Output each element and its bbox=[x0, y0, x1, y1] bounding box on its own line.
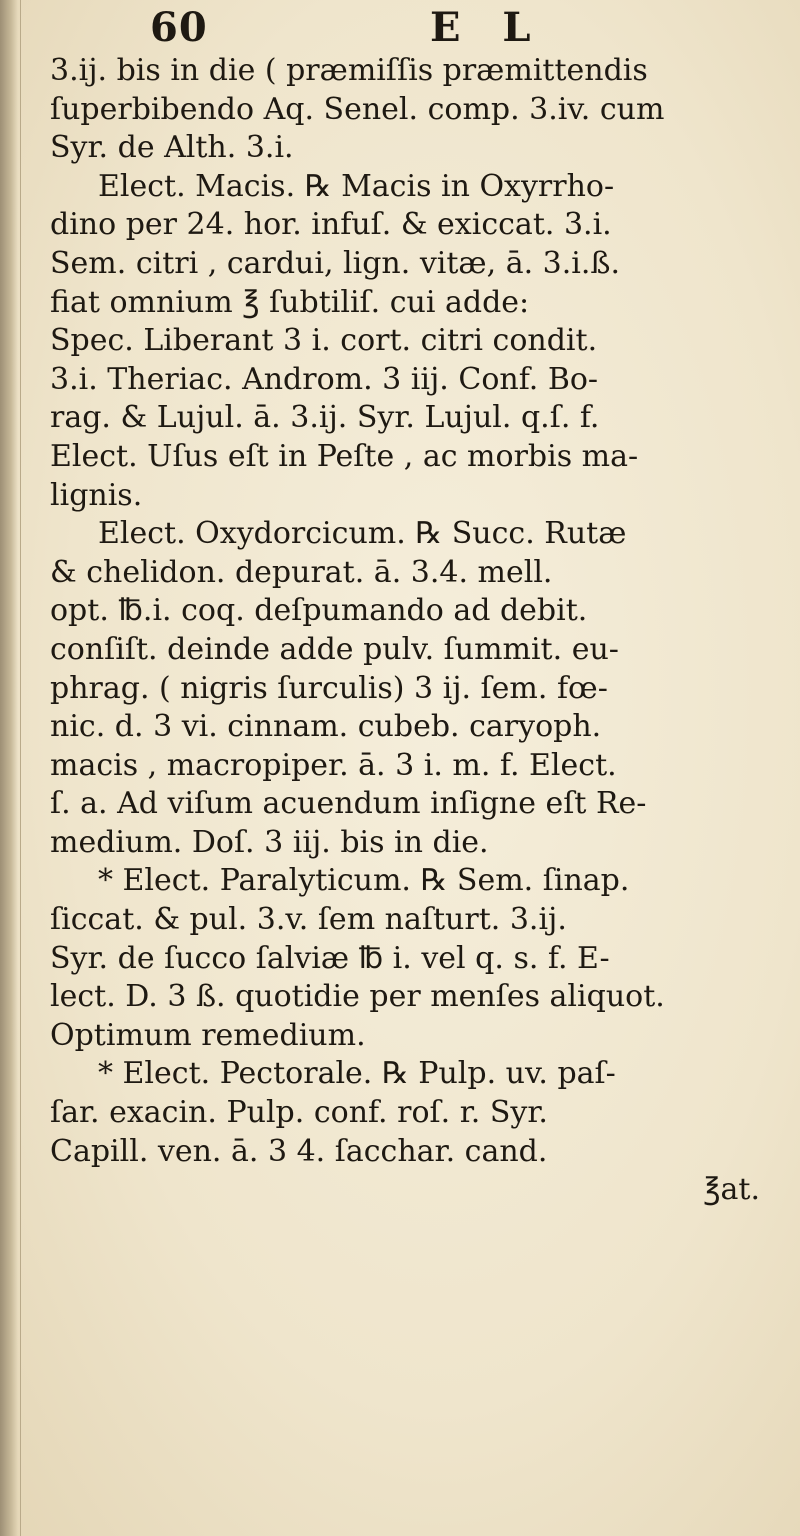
text-line: medium. Doſ. 3 iij. bis in die. bbox=[50, 824, 489, 860]
text-line: ſar. exacin. Pulp. conf. roſ. r. Syr. bbox=[50, 1095, 548, 1131]
text-line: rag. & Lujul. ā. 3.ij. Syr. Lujul. q.ſ. f. bbox=[50, 400, 600, 436]
text-line: & chelidon. depurat. ā. 3.4. mell. bbox=[50, 554, 553, 590]
text-line: Sem. citri , cardui, lign. vitæ, ā. 3.i.ß. bbox=[50, 245, 620, 281]
binding-gutter bbox=[0, 0, 18, 1536]
entry-heading-line: Elect. Oxydorcicum. ℞ Succ. Rutæ bbox=[98, 516, 627, 552]
body-text bbox=[50, 52, 790, 1210]
entry-heading-line: * Elect. Paralyticum. ℞ Sem. ſinap. bbox=[98, 863, 630, 899]
text-line: fiat omnium ℥ ſubtiliſ. cui adde: bbox=[50, 284, 530, 320]
entry-heading-line: Elect. Macis. ℞ Macis in Oxyrrho- bbox=[98, 168, 615, 204]
text-line: conſiſt. deinde adde pulv. ſummit. eu- bbox=[50, 631, 619, 667]
text-line: Spec. Liberant 3 i. cort. citri condit. bbox=[50, 323, 598, 359]
text-line: Syr. de Alth. 3.i. bbox=[50, 130, 294, 166]
text-line: dino per 24. hor. infuſ. & exiccat. 3.i. bbox=[50, 207, 612, 243]
text-line: 3.ij. bis in die ( præmiſſis præmittendis bbox=[50, 53, 648, 88]
catchword: ℥at. bbox=[703, 1172, 760, 1208]
running-head: E L bbox=[430, 4, 545, 51]
text-line: lignis. bbox=[50, 477, 143, 513]
text-line: phrag. ( nigris ſurculis) 3 ij. ſem. fœ- bbox=[50, 670, 608, 706]
entry-heading-line: * Elect. Pectorale. ℞ Pulp. uv. paſ- bbox=[98, 1056, 616, 1092]
text-line: ſuperbibendo Aq. Senel. comp. 3.iv. cum bbox=[50, 91, 665, 127]
text-line: Optimum remedium. bbox=[50, 1017, 366, 1053]
text-line: ſiccat. & pul. 3.v. ſem naſturt. 3.ij. bbox=[50, 902, 567, 938]
text-line: Capill. ven. ā. 3 4. ſacchar. cand. bbox=[50, 1133, 548, 1169]
text-line: macis , macropiper. ā. 3 i. m. f. Elect. bbox=[50, 747, 617, 783]
text-line: 3.i. Theriac. Androm. 3 iij. Conf. Bo- bbox=[50, 361, 599, 397]
text-line: ſ. a. Ad viſum acuendum inſigne eſt Re- bbox=[50, 786, 647, 822]
gutter-line bbox=[20, 0, 21, 1536]
text-line: opt. ℔.i. coq. deſpumando ad debit. bbox=[50, 593, 588, 629]
text-line: lect. D. 3 ß. quotidie per menſes aliquot. bbox=[50, 979, 665, 1015]
page-number: 60 bbox=[150, 4, 208, 51]
page-header bbox=[150, 0, 570, 50]
text-line: Syr. de ſucco ſalviæ ℔ i. vel q. s. f. E- bbox=[50, 940, 610, 976]
text-line: nic. d. 3 vi. cinnam. cubeb. caryoph. bbox=[50, 709, 602, 745]
text-line: Elect. Uſus eſt in Peſte , ac morbis ma- bbox=[50, 438, 639, 474]
